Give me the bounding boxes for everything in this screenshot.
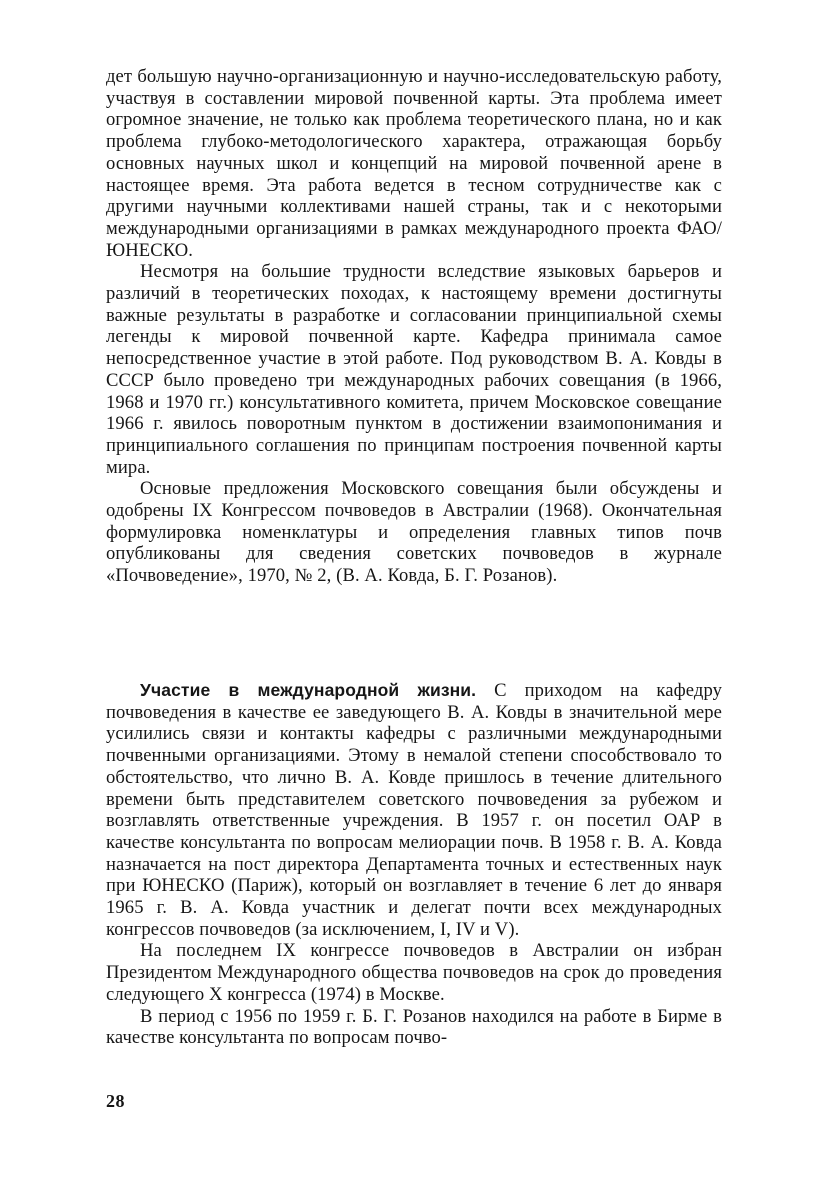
paragraph-international-life xyxy=(106,680,722,940)
paragraph-ix-congress: На последнем IX конгрессе почвоведов в Австралии он избран Президентом Международного общества почвоведов на срок до проведения следующего X конгресса (1974) в Москве. xyxy=(106,940,722,1005)
paragraph-international-life-body: С приходом на кафедру почвоведения в качестве ее заведующего В. А. Ковды в значительной мере усилились связи и контакты кафедры с различными международными почвенными организациями. Этому в немалой степени способствовало то обстоятельство, что лично В. А. Ковде пришлось в течение длительного времени быть представителем советского почвоведения за рубежом и возглавлять ответственные учреждения. В 1957 г. он посетил ОАР в качестве консультанта по вопросам мелиорации почв. В 1958 г. В. А. Ковда назначается на пост директора Департамента точных и естественных наук при ЮНЕСКО (Париж), который он возглавляет в течение 6 лет до января 1965 г. В. А. Ковда участник и делегат почти всех международных конгрессов почвоведов (за исключением, I, IV и V). xyxy=(106,680,722,940)
text-block-section xyxy=(106,680,722,1049)
text-block-top xyxy=(106,66,722,587)
paragraph-legend-work: Несмотря на большие трудности вследствие языковых барьеров и различий в теоретических походах, к настоящему времени достигнуты важные результаты в разработке и согласовании принципиальной схемы легенды к мировой почвенной карте. Кафедра принимала самое непосредственное участие в этой работе. Под руководством В. А. Ковды в СССР было проведено три международных рабочих совещания (в 1966, 1968 и 1970 гг.) консультативного комитета, причем Московское совещание 1966 г. явилось поворотным пунктом в достижении взаимопонимания и принципиального соглашения по принципам построения почвенной карты мира. xyxy=(106,261,722,478)
page-number: 28 xyxy=(106,1091,125,1111)
paragraph-moscow-meeting: Основые предложения Московского совещания были обсуждены и одобрены IX Конгрессом почвоведов в Австралии (1968). Окончательная формулировка номенклатуры и определения главных типов почв опубликованы для сведения советских почвоведов в журнале «Почвоведение», 1970, № 2, (В. А. Ковда, Б. Г. Розанов). xyxy=(106,478,722,587)
paragraph-burma: В период с 1956 по 1959 г. Б. Г. Розанов находился на работе в Бирме в качестве консультанта по вопросам почво- xyxy=(106,1005,722,1049)
section-heading: Участие в международной жизни. xyxy=(140,680,477,700)
paragraph-continuation: дет большую научно-организационную и научно-исследовательскую работу, участвуя в составлении мировой почвенной карты. Эта проблема имеет огромное значение, не только как проблема теоретического плана, но и как проблема глубоко-методологического характера, отражающая борьбу основных научных школ и концепций на мировой почвенной арене в настоящее время. Эта работа ведется в тесном сотрудничестве как с другими научными коллективами нашей страны, так и с некоторыми международными организациями в рамках международного проекта ФАО/ЮНЕСКО. xyxy=(106,66,722,261)
